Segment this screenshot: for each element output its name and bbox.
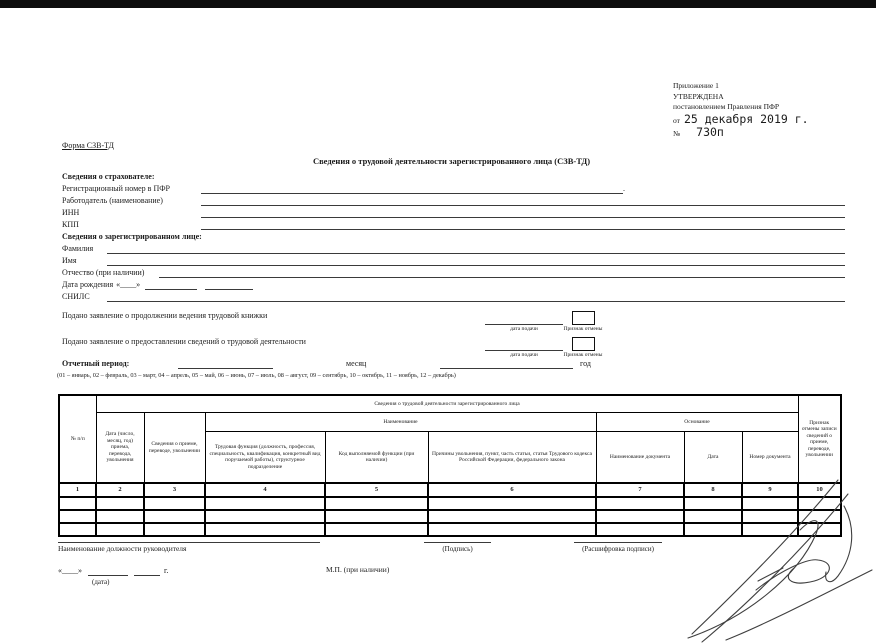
col-header-doc-number: Номер документа: [742, 432, 798, 484]
birthdate-label: Дата рождения: [62, 280, 114, 289]
empty-cell: [596, 497, 684, 510]
statement-workbook-cancel-caption: Признак отмены: [563, 326, 603, 332]
field-employer: [62, 195, 845, 206]
period-note: (01 – январь, 02 – февраль, 03 – март, 04 – апрель, 05 – май, 06 – июнь, 07 – июль, 08 – август, 09 – сентябрь, 10 – октябрь, 11 – ноябрь, 12 – декабрь): [57, 372, 456, 379]
approved-line: УТВЕРЖДЕНА: [673, 91, 724, 101]
field-inn: [62, 207, 845, 218]
inn-label: ИНН: [62, 208, 80, 217]
decryption-caption: (Расшифровка подписи): [582, 545, 654, 553]
kpp-line: [201, 220, 845, 230]
decryption-line: [574, 533, 662, 543]
col-header-no: № п/п: [59, 395, 96, 483]
head-position-label: Наименование должности руководителя: [58, 544, 187, 553]
empty-cell: [59, 497, 96, 510]
field-patronymic: [62, 267, 845, 278]
birthdate-day-quotes: «____»: [116, 280, 141, 289]
col-header-code: Код выполняемой функции (при наличии): [325, 432, 428, 484]
person-heading: Сведения о зарегистрированном лице:: [62, 232, 202, 241]
handwritten-signature: [686, 472, 876, 643]
footer-year-suffix: г.: [164, 566, 169, 575]
reg-number-label: Регистрационный номер в ПФР: [62, 184, 170, 193]
insurer-heading: Сведения о страхователе:: [62, 172, 155, 181]
surname-line: [107, 244, 845, 254]
col-header-doc-date: Дата: [684, 432, 742, 484]
period-month-line: [178, 359, 273, 369]
col-number: 7: [596, 483, 684, 497]
statement-info-cancel-caption: Признак отмены: [563, 352, 603, 358]
birthdate-month-line: [145, 280, 197, 290]
footer-date-caption: (дата): [92, 578, 110, 586]
approval-date-prefix: от: [673, 115, 680, 125]
approval-number-prefix: №: [673, 129, 681, 138]
statement-workbook-date-caption: дата подачи: [510, 326, 538, 332]
stamp-label: М.П. (при наличии): [326, 565, 390, 574]
approval-date-line: [673, 113, 873, 127]
patronymic-label: Отчество (при наличии): [62, 268, 145, 277]
col-number: 1: [59, 483, 96, 497]
footer-date-year-line: [134, 566, 160, 576]
footer-date-month-line: [88, 566, 128, 576]
empty-cell: [205, 510, 325, 523]
period-year-label: год: [580, 359, 591, 368]
statement-workbook-date-line: [485, 315, 563, 325]
field-kpp: [62, 219, 845, 230]
col-header-cancel: Признак отмены записи сведений о приеме, переводе, увольнении: [798, 395, 841, 483]
period-label: Отчетный период:: [62, 359, 130, 368]
approval-number-value: 730п: [696, 125, 724, 139]
head-position-line: [58, 533, 320, 543]
snils-label: СНИЛС: [62, 292, 90, 301]
patronymic-line: [159, 268, 845, 278]
empty-cell: [96, 510, 144, 523]
reg-number-line: [201, 184, 623, 194]
scan-edge-artifact: [0, 0, 876, 8]
table-group-row: [59, 413, 841, 432]
surname-label: Фамилия: [62, 244, 94, 253]
empty-cell: [596, 510, 684, 523]
inn-line: [201, 208, 845, 218]
resolution-line: постановлением Правления ПФР: [673, 102, 780, 111]
table-banner-row: [59, 395, 841, 413]
field-name: [62, 255, 845, 266]
empty-cell: [96, 497, 144, 510]
group-header-basis: Основание: [596, 413, 798, 432]
footer-date-row: [58, 565, 168, 576]
approval-date-value: 25 декабря 2019 г.: [683, 111, 809, 126]
col-number: 6: [428, 483, 596, 497]
field-birthdate: [62, 279, 845, 290]
form-title: Сведения о трудовой деятельности зарегистрированного лица (СЗВ-ТД): [312, 156, 591, 166]
empty-cell: [428, 497, 596, 510]
employer-line: [201, 196, 845, 206]
col-number: 5: [325, 483, 428, 497]
col-number: 10: [798, 483, 841, 497]
period-year-line: [440, 359, 573, 369]
col-number: 9: [742, 483, 798, 497]
empty-cell: [325, 510, 428, 523]
snils-line: [107, 292, 845, 302]
empty-cell: [428, 510, 596, 523]
empty-cell: [325, 497, 428, 510]
appendix-line: Приложение 1: [673, 81, 719, 90]
empty-cell: [325, 523, 428, 536]
empty-cell: [144, 510, 205, 523]
approval-number-line: [673, 126, 873, 140]
col-header-date: Дата (число, месяц, год) приема, перевода, увольнения: [96, 413, 144, 484]
name-line: [107, 256, 845, 266]
empty-cell: [205, 497, 325, 510]
signature-caption: (Подпись): [442, 545, 473, 553]
statement-workbook-label: Подано заявление о продолжении ведения трудовой книжки: [62, 311, 268, 320]
statement-info-cancel-checkbox: [572, 337, 595, 351]
reg-number-end-mark: .: [623, 184, 625, 193]
col-header-doc-name: Наименование документа: [596, 432, 684, 484]
group-header-name: Наименование: [205, 413, 596, 432]
empty-cell: [59, 510, 96, 523]
col-header-function: Трудовая функция (должность, профессия, специальность, квалификация, конкретный вид поручаемой работы), структурное подразделение: [205, 432, 325, 484]
period-month-label: месяц: [346, 359, 367, 368]
signature-line: [424, 533, 491, 543]
footer-date-quotes: «____»: [58, 566, 82, 575]
statement-workbook-cancel-checkbox: [572, 311, 595, 325]
name-label: Имя: [62, 256, 77, 265]
col-number: 4: [205, 483, 325, 497]
form-code: Форма СЗВ-ТД: [62, 141, 114, 150]
field-reg-number: [62, 183, 845, 194]
statement-info-date-caption: дата подачи: [510, 352, 538, 358]
empty-cell: [144, 497, 205, 510]
employer-label: Работодатель (наименование): [62, 196, 163, 205]
col-number: 8: [684, 483, 742, 497]
statement-info-date-line: [485, 341, 563, 351]
field-surname: [62, 243, 845, 254]
statement-info-label: Подано заявление о предоставлении сведений о трудовой деятельности: [62, 337, 306, 346]
col-number: 3: [144, 483, 205, 497]
table-banner: Сведения о трудовой деятельности зарегистрированного лица: [96, 395, 798, 413]
kpp-label: КПП: [62, 220, 79, 229]
birthdate-year-line: [205, 280, 253, 290]
col-header-info: Сведения о приеме, переводе, увольнении: [144, 413, 205, 484]
field-snils: [62, 291, 845, 302]
approval-block: [673, 81, 873, 140]
col-header-reason: Причины увольнения, пункт, часть статьи, статья Трудового кодекса Российской Федерации, федерального закона: [428, 432, 596, 484]
col-number: 2: [96, 483, 144, 497]
